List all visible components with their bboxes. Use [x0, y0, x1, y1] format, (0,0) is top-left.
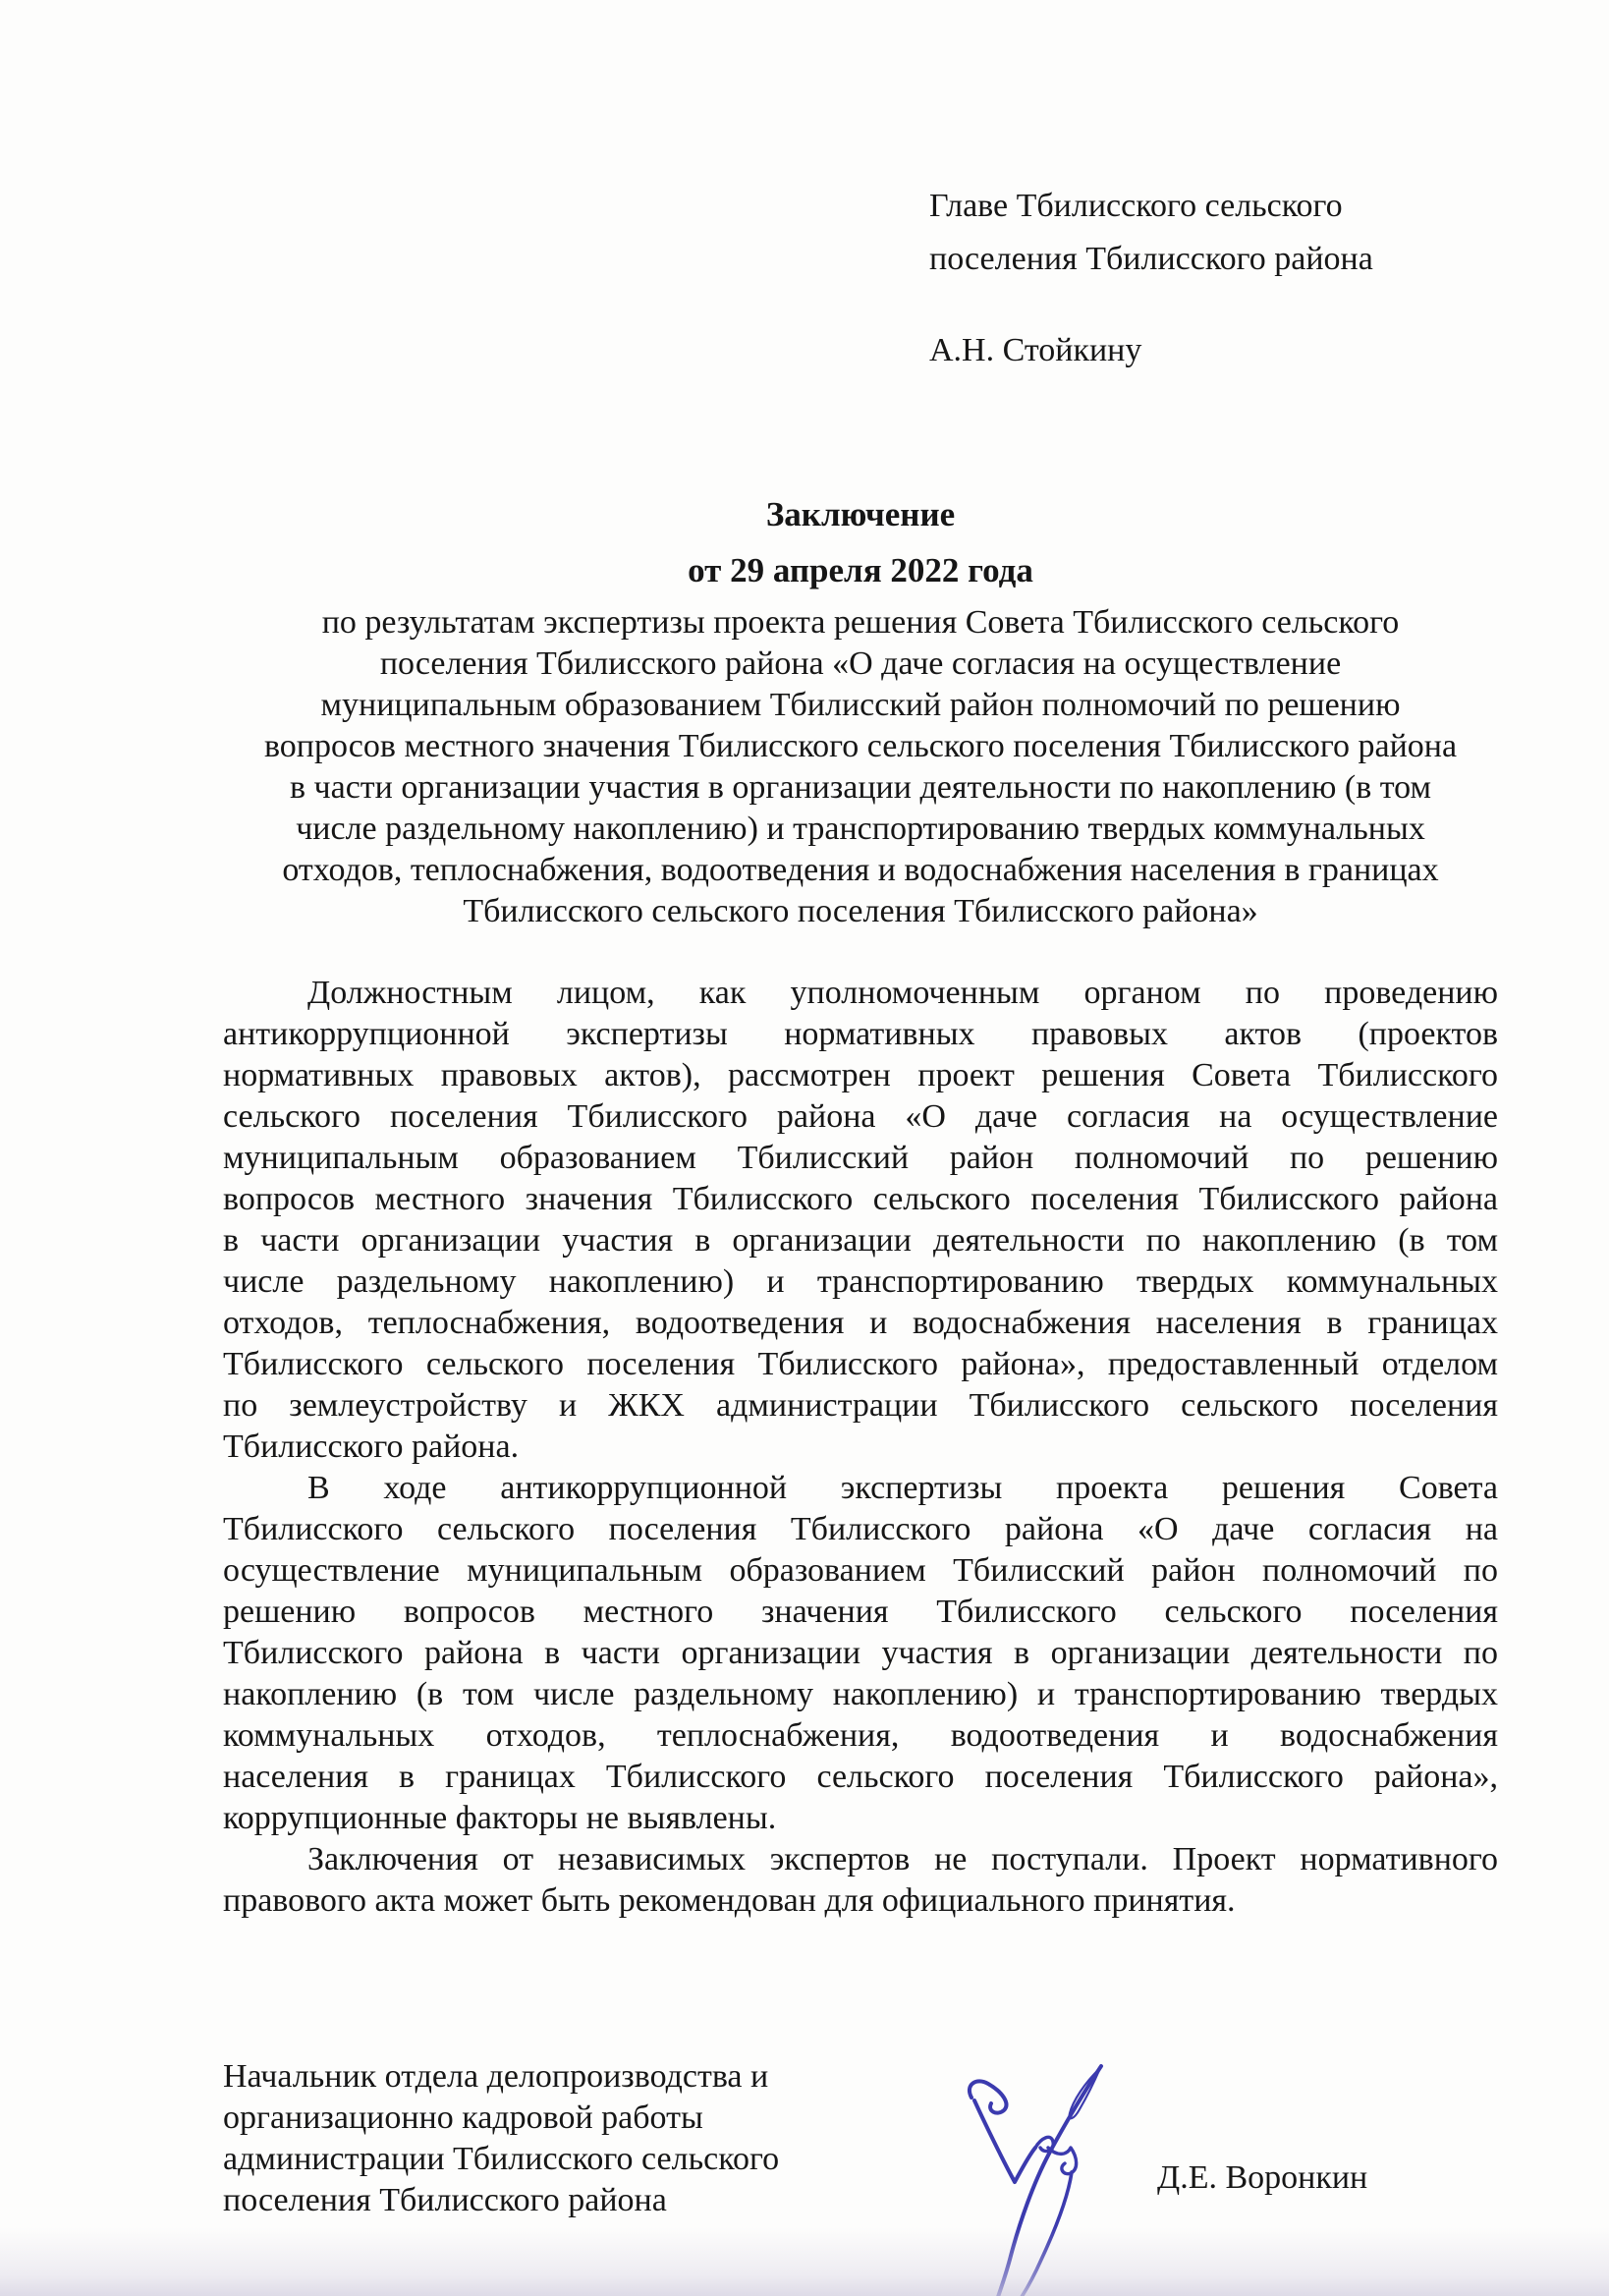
text-line: сельского поселения Тбилисского района «О даче согласия на осуществление — [223, 1098, 1498, 1135]
signer-name: Д.Е. Воронкин — [1157, 2159, 1368, 2196]
text-line: муниципальным образованием Тбилисский район полномочий по решению — [320, 687, 1401, 723]
text-line: вопросов местного значения Тбилисского сельского поселения Тбилисского района — [263, 728, 1458, 764]
scan-bottom-shadow — [0, 2227, 1609, 2296]
text-line: числе раздельному накоплению) и транспортированию твердых коммунальных — [223, 1263, 1498, 1300]
text-line: отходов, теплоснабжения, водоотведения и водоснабжения населения в границах — [282, 852, 1439, 888]
text-line: Начальник отдела делопроизводства и — [223, 2058, 769, 2095]
text-line: поселения Тбилисского района «О даче согласия на осуществление — [379, 645, 1342, 682]
text-line: решению вопросов местного значения Тбилисского сельского поселения — [223, 1594, 1498, 1630]
text-line: Тбилисского сельского поселения Тбилисского района «О даче согласия на — [223, 1511, 1498, 1547]
text-line: в части организации участия в организации деятельности по накоплению (в том — [223, 1222, 1498, 1259]
text-line: нормативных правовых актов), рассмотрен проект решения Совета Тбилисского — [223, 1057, 1498, 1093]
text-line: В ходе антикоррупционной экспертизы проекта решения Совета — [307, 1470, 1498, 1506]
text-line: Тбилисского района в части организации участия в организации деятельности по — [223, 1635, 1498, 1671]
handwritten-signature — [918, 2044, 1144, 2296]
text-line: коммунальных отходов, теплоснабжения, водоотведения и водоснабжения — [223, 1717, 1498, 1754]
text-line: по землеустройству и ЖКХ администрации Тбилисского сельского поселения — [223, 1387, 1498, 1424]
signature-ink-strokes — [970, 2066, 1101, 2296]
paragraph-3 — [223, 1839, 1498, 1922]
text-line: Главе Тбилисского сельского — [929, 188, 1343, 224]
document-title: Заключение — [765, 495, 956, 533]
text-line: числе раздельному накоплению) и транспортированию твердых коммунальных — [296, 811, 1425, 847]
text-line: Должностным лицом, как уполномоченным органом по проведению — [307, 975, 1498, 1011]
text-line: коррупционные факторы не выявлены. — [223, 1800, 777, 1836]
body-text — [223, 973, 1498, 1922]
text-line: осуществление муниципальным образованием Тбилисский район полномочий по — [223, 1552, 1498, 1589]
text-line: Тбилисского сельского поселения Тбилисского района» — [463, 893, 1258, 929]
text-line: накоплению (в том числе раздельному накоплению) и транспортированию твердых — [223, 1676, 1498, 1712]
document-date: от 29 апреля 2022 года — [688, 551, 1033, 589]
text-line: правового акта может быть рекомендован для официального принятия. — [223, 1882, 1236, 1919]
signer-position-block — [223, 2056, 779, 2221]
text-line: организационно кадровой работы — [223, 2100, 703, 2136]
text-line: в части организации участия в организации деятельности по накоплению (в том — [289, 769, 1432, 806]
text-line: администрации Тбилисского сельского — [223, 2141, 780, 2177]
text-line: по результатам экспертизы проекта решения Совета Тбилисского сельского — [321, 604, 1400, 641]
recipient-block — [929, 180, 1373, 286]
addressee-name: А.Н. Стойкину — [929, 332, 1142, 368]
text-line: Тбилисского района. — [223, 1428, 520, 1465]
text-line: Заключения от независимых экспертов не поступали. Проект нормативного — [307, 1841, 1498, 1877]
text-line: отходов, теплоснабжения, водоотведения и водоснабжения населения в границах — [223, 1305, 1498, 1341]
text-line: поселения Тбилисского района — [223, 2182, 667, 2218]
text-line: Тбилисского сельского поселения Тбилисского района», предоставленный отделом — [223, 1346, 1498, 1382]
paragraph-2 — [223, 1468, 1498, 1839]
text-line: населения в границах Тбилисского сельского поселения Тбилисского района», — [223, 1759, 1498, 1795]
paragraph-1 — [223, 973, 1498, 1468]
text-line: антикоррупционной экспертизы нормативных правовых актов (проектов — [223, 1016, 1498, 1052]
text-line: поселения Тбилисского района — [929, 241, 1373, 277]
text-line: вопросов местного значения Тбилисского сельского поселения Тбилисского района — [223, 1181, 1498, 1217]
text-line: муниципальным образованием Тбилисский район полномочий по решению — [223, 1140, 1498, 1176]
document-title-block — [223, 486, 1498, 598]
subject-block — [223, 602, 1498, 932]
